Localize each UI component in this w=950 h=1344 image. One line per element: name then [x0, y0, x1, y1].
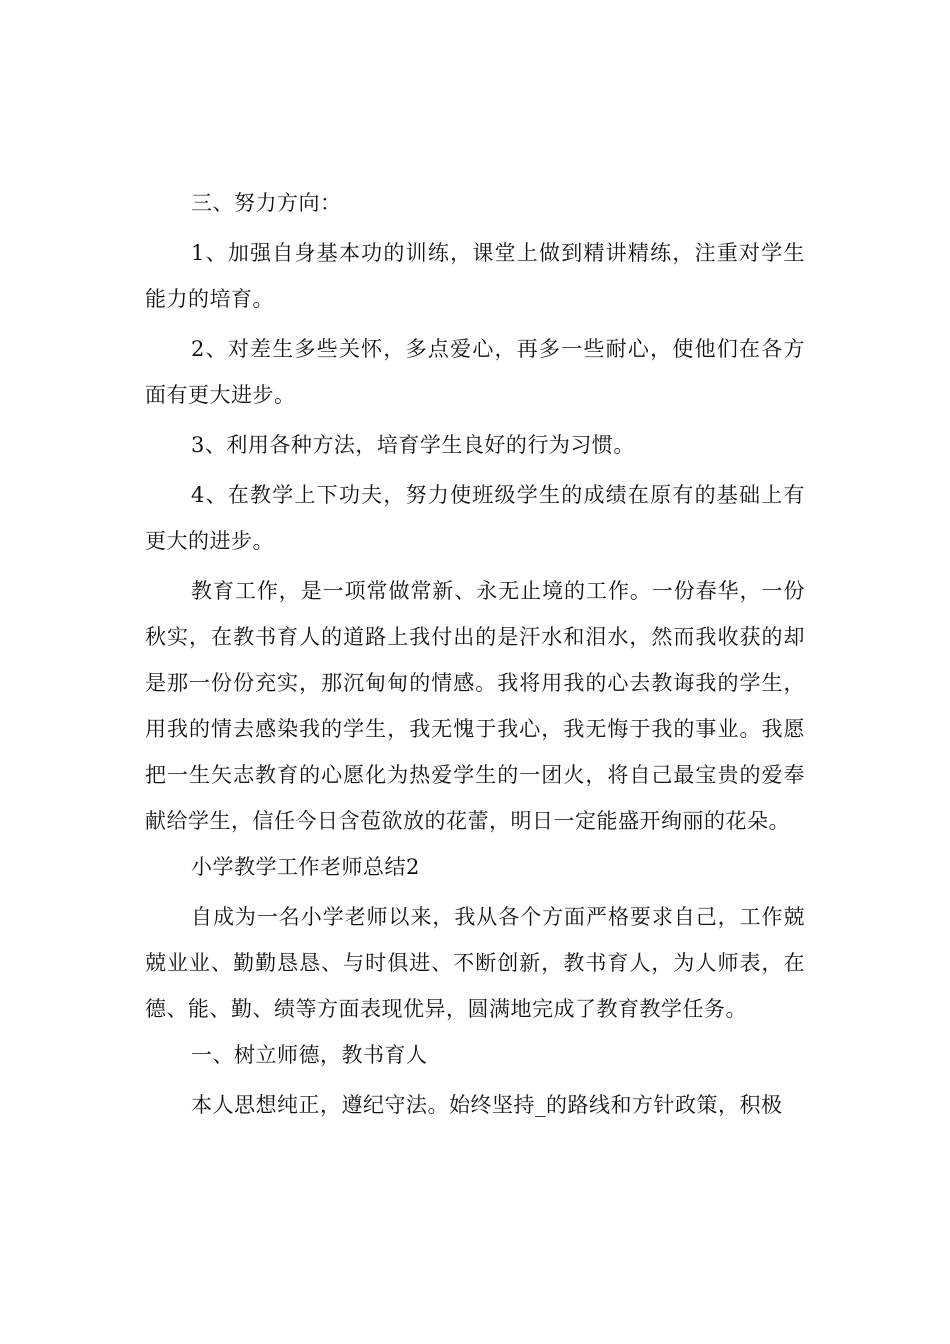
- paragraph-item-1: 1、加强自身基本功的训练，课堂上做到精讲精练，注重对学生能力的培育。: [145, 241, 805, 311]
- document-body: [145, 180, 805, 1128]
- paragraph-item-2: 2、对差生多些关怀，多点爱心，再多一些耐心，使他们在各方面有更大进步。: [145, 337, 805, 407]
- section-heading-ethics: 一、树立师德，教书育人: [191, 1043, 428, 1067]
- paragraph-ethics-start: 本人思想纯正，遵纪守法。始终坚持_的路线和方针政策，积极: [191, 1093, 783, 1117]
- paragraph-item-4: 4、在教学上下功夫，努力使班级学生的成绩在原有的基础上有更大的进步。: [145, 483, 805, 553]
- paragraph-intro: 自成为一名小学老师以来，我从各个方面严格要求自己，工作兢兢业业、勤勤恳恳、与时俱进、不断创新，教书育人，为人师表，在德、能、勤、绩等方面表现优异，圆满地完成了教育教学任务。: [145, 905, 805, 1021]
- paragraph-conclusion: 教育工作，是一项常做常新、永无止境的工作。一份春华，一份秋实，在教书育人的道路上我付出的是汗水和泪水，然而我收获的却是那一份份充实，那沉甸甸的情感。我将用我的心去教诲我的学生，用我的情去感染我的学生，我无愧于我心，我无悔于我的事业。我愿把一生矢志教育的心愿化为热爱学生的一团火，将自己最宝贵的爱奉献给学生，信任今日含苞欲放的花蕾，明日一定能盛开绚丽的花朵。: [145, 579, 805, 833]
- section-heading-direction: 三、努力方向：: [191, 191, 342, 215]
- article-title-2: 小学教学工作老师总结2: [191, 855, 420, 879]
- paragraph-item-3: 3、利用各种方法，培育学生良好的行为习惯。: [191, 433, 635, 457]
